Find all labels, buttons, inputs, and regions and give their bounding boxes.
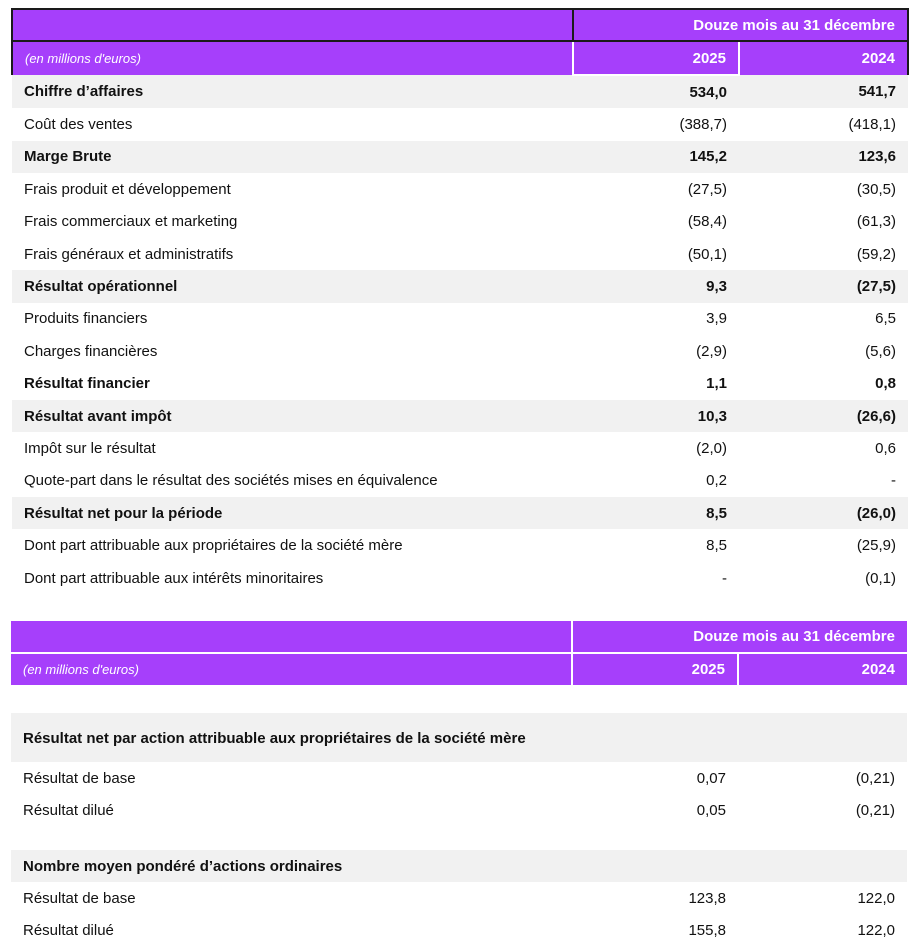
section-header-eps <box>11 713 907 762</box>
value-2024: (59,2) <box>856 245 896 263</box>
value-2025: 0,07 <box>696 769 726 787</box>
value-2024: 122,0 <box>857 921 895 939</box>
value-2024: (0,21) <box>855 769 895 787</box>
row-label: Résultat net pour la période <box>12 497 573 529</box>
value-2025: 145,2 <box>573 141 739 173</box>
value-2025: 8,5 <box>573 497 739 529</box>
value-2025: (388,7) <box>679 116 727 134</box>
row-label: Coût des ventes <box>24 116 133 134</box>
row-label: Impôt sur le résultat <box>24 439 156 457</box>
value-2025: 155,8 <box>688 921 726 939</box>
value-2024: 122,0 <box>857 889 895 907</box>
row-label: Résultat dilué <box>23 801 114 819</box>
table-row-quote-part <box>12 465 908 497</box>
table-row-resultat-financier <box>12 368 908 400</box>
row-label: Résultat de base <box>23 889 136 907</box>
table-row-impot <box>12 432 908 464</box>
unit-label: (en millions d'euros) <box>11 653 572 685</box>
value-2024: (26,6) <box>739 400 908 432</box>
spacer-row <box>11 685 907 713</box>
value-2025: 123,8 <box>688 889 726 907</box>
section-title: Nombre moyen pondéré d’actions ordinaires <box>11 850 572 882</box>
value-2024: 123,6 <box>739 141 908 173</box>
table-row-marge-brute <box>12 141 908 173</box>
row-label: Dont part attribuable aux intérêts minoritaires <box>24 569 324 587</box>
value-2024: 6,5 <box>875 310 896 328</box>
table-row-cout-des-ventes <box>12 108 908 140</box>
table-row-part-minoritaires <box>12 562 908 594</box>
table-row-resultat-operationnel <box>12 270 908 302</box>
table-row-resultat-avant-impot <box>12 400 908 432</box>
value-2025: (27,5) <box>687 180 727 198</box>
table-row-frais-generaux <box>12 238 908 270</box>
row-label: Charges financières <box>24 342 158 360</box>
row-label: Dont part attribuable aux propriétaires de la société mère <box>24 537 403 555</box>
header-row-years <box>12 41 908 75</box>
value-2025: 3,9 <box>706 310 727 328</box>
row-label: Frais commerciaux et marketing <box>24 213 238 231</box>
table-row-part-proprietaires <box>12 529 908 561</box>
row-label: Résultat dilué <box>23 921 114 939</box>
row-label: Marge Brute <box>12 141 573 173</box>
value-2024: (0,21) <box>855 801 895 819</box>
value-2024: 0,6 <box>875 439 896 457</box>
column-header-2024: 2024 <box>861 661 895 678</box>
value-2025: (2,9) <box>696 342 727 360</box>
header-blank-cell <box>11 621 572 653</box>
section-header-shares <box>11 850 907 882</box>
value-2024: 541,7 <box>739 75 908 108</box>
value-2024: (26,0) <box>739 497 908 529</box>
header-blank-cell <box>12 9 573 41</box>
income-statement-table <box>11 8 909 594</box>
section-title: Résultat net par action attribuable aux propriétaires de la société mère <box>11 713 572 762</box>
value-2024: (5,6) <box>865 342 896 360</box>
value-2025: 534,0 <box>573 75 739 108</box>
value-2024: (0,1) <box>865 569 896 587</box>
column-header-2024: 2024 <box>739 41 908 75</box>
table-row-charges-financieres <box>12 335 908 367</box>
table-row-shares-dilue <box>11 914 907 946</box>
header-row-period <box>12 9 908 41</box>
table-row-eps-dilue <box>11 794 907 826</box>
column-header-2025: 2025 <box>573 41 739 75</box>
table-row-chiffre-affaires <box>12 75 908 108</box>
value-2025: - <box>722 569 727 587</box>
value-2024: - <box>891 472 896 490</box>
row-label: Chiffre d’affaires <box>12 75 573 108</box>
value-2024: (27,5) <box>739 270 908 302</box>
value-2025: 1,1 <box>706 375 727 393</box>
unit-label: (en millions d'euros) <box>12 41 573 75</box>
value-2024: (61,3) <box>856 213 896 231</box>
value-2025: 10,3 <box>573 400 739 432</box>
period-header: Douze mois au 31 décembre <box>573 9 908 41</box>
table-row-frais-produit <box>12 173 908 205</box>
row-label: Quote-part dans le résultat des sociétés mises en équivalence <box>24 472 438 490</box>
row-label: Frais généraux et administratifs <box>24 245 234 263</box>
value-2025: 0,2 <box>706 472 727 490</box>
row-label: Résultat de base <box>23 769 136 787</box>
table-row-resultat-net <box>12 497 908 529</box>
value-2024: (418,1) <box>848 116 896 134</box>
row-label: Résultat financier <box>24 375 150 393</box>
table-row-eps-base <box>11 762 907 794</box>
value-2025: 8,5 <box>706 537 727 555</box>
table-row-produits-financiers <box>12 303 908 335</box>
per-share-table <box>11 621 907 946</box>
row-label: Produits financiers <box>24 310 148 328</box>
value-2025: (58,4) <box>687 213 727 231</box>
header-row-years <box>11 653 907 685</box>
value-2025: (2,0) <box>696 439 727 457</box>
period-header: Douze mois au 31 décembre <box>572 621 907 653</box>
value-2025: (50,1) <box>687 245 727 263</box>
value-2024: (25,9) <box>856 537 896 555</box>
value-2025: 9,3 <box>573 270 739 302</box>
column-header-2025: 2025 <box>572 653 738 685</box>
row-label: Résultat opérationnel <box>12 270 573 302</box>
spacer-row <box>11 826 907 850</box>
row-label: Frais produit et développement <box>24 180 231 198</box>
value-2024: (30,5) <box>856 180 896 198</box>
value-2025: 0,05 <box>696 801 726 819</box>
table-row-frais-commerciaux <box>12 206 908 238</box>
row-label: Résultat avant impôt <box>12 400 573 432</box>
table-row-shares-base <box>11 882 907 914</box>
value-2024: 0,8 <box>875 375 896 393</box>
header-row-period <box>11 621 907 653</box>
